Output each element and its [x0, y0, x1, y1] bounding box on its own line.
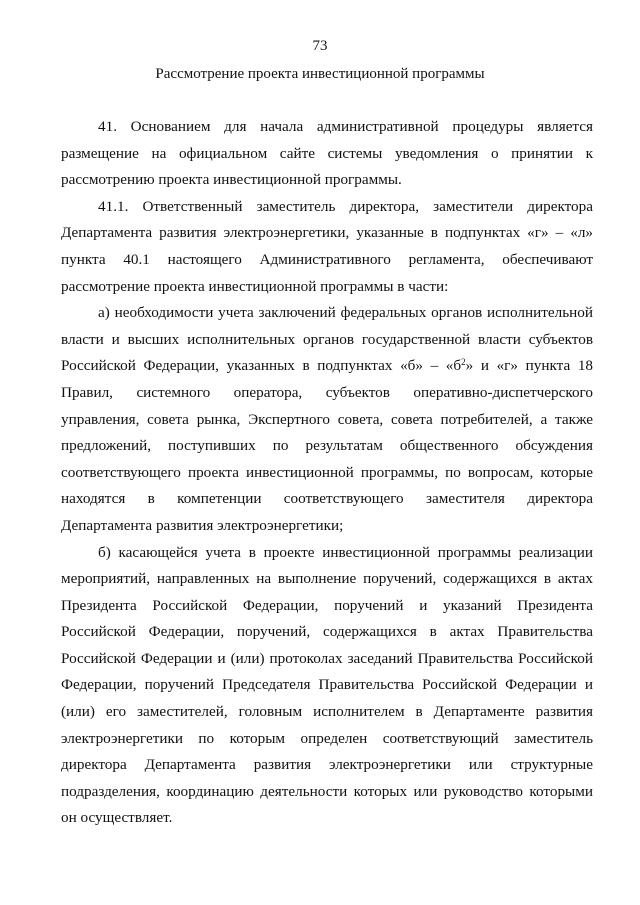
- paragraph-41-1-a: [61, 300, 593, 539]
- superscript-2: 2: [461, 357, 466, 368]
- paragraph-41-1-a-text-end: » и «г» пункта 18 Правил, системного оператора, субъектов оперативно-диспетчерского управления, совета рынка, Экспертного совета, совета потребителей, а также предложений, поступивших по результатам общественного обсуждения соответствующего проекта инвестиционной программы, по вопросам, которые находятся в компетенции соответствующего заместителя директора Департамента развития электроэнергетики;: [61, 357, 594, 534]
- paragraph-41-1-a-text-start: а) необходимости учета заключений федеральных органов исполнительной власти и высших исполнительных органов государственной власти субъектов Российской Федерации, указанных в подпунктах «б» – «б: [61, 304, 593, 375]
- page-number: 73: [312, 38, 328, 54]
- document-body: [61, 114, 593, 832]
- paragraph-41-1: 41.1. Ответственный заместитель директора, заместители директора Департамента развития электроэнергетики, указанные в подпунктах «г» – «л» пункта 40.1 настоящего Административного регламента, обеспечивают рассмотрение проекта инвестиционной программы в части:: [61, 197, 593, 295]
- paragraph-41-1-b: б) касающейся учета в проекте инвестиционной программы реализации мероприятий, направленных на выполнение поручений, содержащихся в актах Президента Российской Федерации, поручений и указаний Президента Российской Федерации, поручений, содержащихся в актах Правительства Российской Федерации и (или) протоколах заседаний Правительства Российской Федерации, поручений Председателя Правительства Российской Федерации и (или) его заместителей, головным исполнителем в Департаменте развития электроэнергетики по которым определен соответствующий заместитель директора Департамента развития электроэнергетики или структурные подразделения, координацию деятельности которых или руководство которыми он осуществляет.: [61, 543, 593, 827]
- section-heading: Рассмотрение проекта инвестиционной программы: [155, 66, 485, 82]
- paragraph-41: 41. Основанием для начала административной процедуры является размещение на официальном сайте системы уведомления о принятии к рассмотрению проекта инвестиционной программы.: [61, 118, 593, 189]
